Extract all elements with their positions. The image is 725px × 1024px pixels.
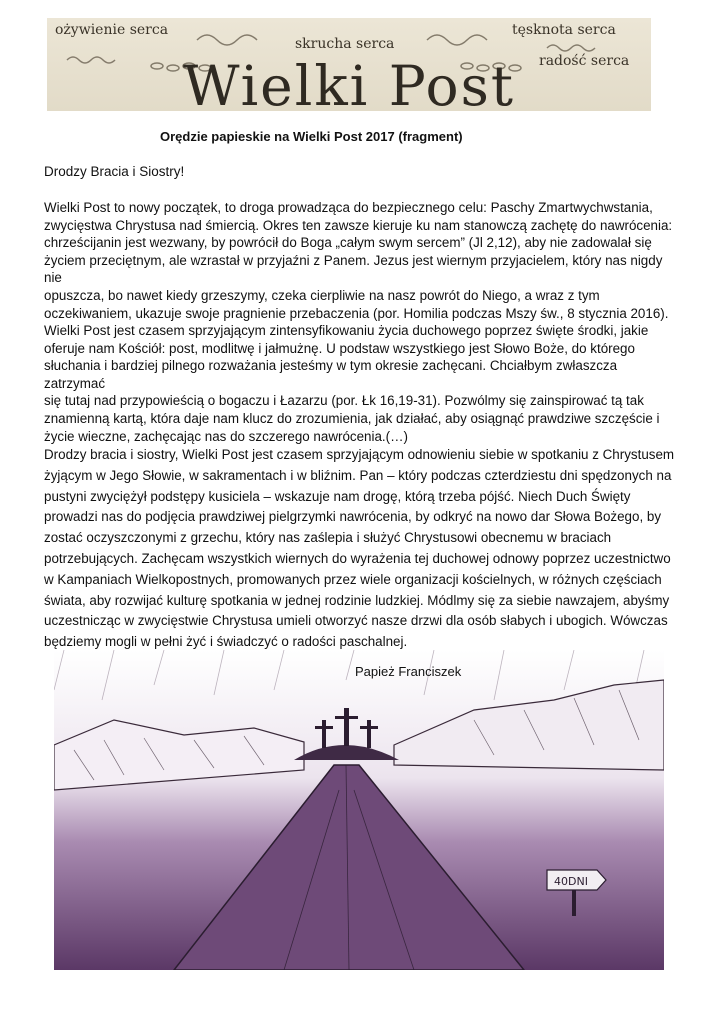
text-line: prowadzi nas do podjęcia prawdziwej pielgrzymki nawrócenia, by odkryć na nowo dar Słowa Bożego, by xyxy=(44,509,662,525)
text-line: zwycięstwa Chrystusa nad śmiercią. Okres ten zawsze kieruje ku nam stanowczą zachętę do nawrócenia: xyxy=(44,217,673,233)
header-banner xyxy=(47,18,651,111)
signature: Papież Franciszek xyxy=(355,664,462,679)
text-line: życie wieczne, zachęcając nas do szczerego nawrócenia.(…) xyxy=(44,428,408,444)
text-line: Wielki Post to nowy początek, to droga prowadząca do bezpiecznego celu: Paschy Zmartwychwstania, xyxy=(44,200,653,215)
text-line: się tutaj nad przypowieścią o bogaczu i Łazarzu (por. Łk 16,19-31). Pozwólmy się zainspirować tą tak xyxy=(44,393,644,409)
text-line: zostać oczyszczonymi z grzechu, który nas zaślepia i służyć Chrystusowi obecnemu w braciach xyxy=(44,530,612,546)
text-line: Drodzy bracia i siostry, Wielki Post jest czasem sprzyjającym odnowieniu siebie w spotkaniu z Chrystusem xyxy=(44,447,675,462)
paragraph-1 xyxy=(44,199,680,322)
banner-tag: tęsknota serca xyxy=(512,22,616,38)
road-to-calvary-illustration xyxy=(54,650,664,970)
text-line: będziemy mogli w pełni żyć i świadczyć o radości paschalnej. xyxy=(44,634,408,650)
text-line: w Kampaniach Wielkopostnych, promowanych przez wiele organizacji kościelnych, w różnych częściach xyxy=(44,571,662,587)
banner-tag: radość serca xyxy=(539,53,630,69)
paragraph-3 xyxy=(44,445,680,653)
text-line: chrześcijanin jest wezwany, by powrócił do Boga „całym swym sercem” (Jl 2,12), aby nie zadowalał się xyxy=(44,235,652,251)
page-title: Orędzie papieskie na Wielki Post 2017 (fragment) xyxy=(160,129,463,144)
banner-tag: skrucha serca xyxy=(295,36,395,52)
text-line: życiem przeciętnym, ale wzrastał w przyjaźni z Panem. Jezus jest wiernym przyjacielem, który nas nigdy nie xyxy=(44,252,663,286)
signpost-label: 40DNI xyxy=(554,875,588,888)
greeting: Drodzy Bracia i Siostry! xyxy=(44,164,185,179)
text-line: oczekiwaniem, ukazuje swoje pragnienie przebaczenia (por. Homilia podczas Mszy św., 8 stycznia 2016). xyxy=(44,305,669,321)
text-line: żyjącym w Jego Słowie, w sakramentach i w bliźnim. Pan – który podczas czterdziestu dni spędzonych na xyxy=(44,467,672,483)
text-line: uczestnicząc w zwycięstwie Chrystusa umieli otworzyć nasze drzwi dla osób słabych i ubogich. Wówczas xyxy=(44,613,668,629)
banner-title: Wielki Post xyxy=(183,54,515,111)
text-line: znamienną kartą, która daje nam klucz do zrozumienia, jak działać, aby osiągnąć prawdziwe szczęście i xyxy=(44,410,660,426)
text-line: świata, aby rozwijać kulturę spotkania w jednej rodzinie ludzkiej. Módlmy się za siebie nawzajem, abyśmy xyxy=(44,592,670,608)
text-line: Wielki Post jest czasem sprzyjającym zintensyfikowaniu życia duchowego poprzez święte środki, jakie xyxy=(44,323,649,338)
text-line: słuchania i bardziej pilnego rozważania jesteśmy w tym okresie zachęcani. Chciałbym zwłaszcza zatrzymać xyxy=(44,358,618,391)
text-line: opuszcza, bo nawet kiedy grzeszymy, czeka cierpliwie na nasz powrót do Niego, a wraz z tym xyxy=(44,287,600,303)
text-line: pustyni zwyciężył podstępy kusiciela – wskazuje nam drogę, którą trzeba pójść. Niech Duch Święty xyxy=(44,488,631,504)
text-line: oferuje nam Kościół: post, modlitwę i jałmużnę. U podstaw wszystkiego jest Słowo Boże, do którego xyxy=(44,340,635,356)
paragraph-2 xyxy=(44,322,680,445)
banner-tag: ożywienie serca xyxy=(55,22,169,38)
text-line: potrzebujących. Zachęcam wszystkich wiernych do wyrażenia tej duchowej odnowy poprzez uczestnictwo xyxy=(44,550,671,566)
